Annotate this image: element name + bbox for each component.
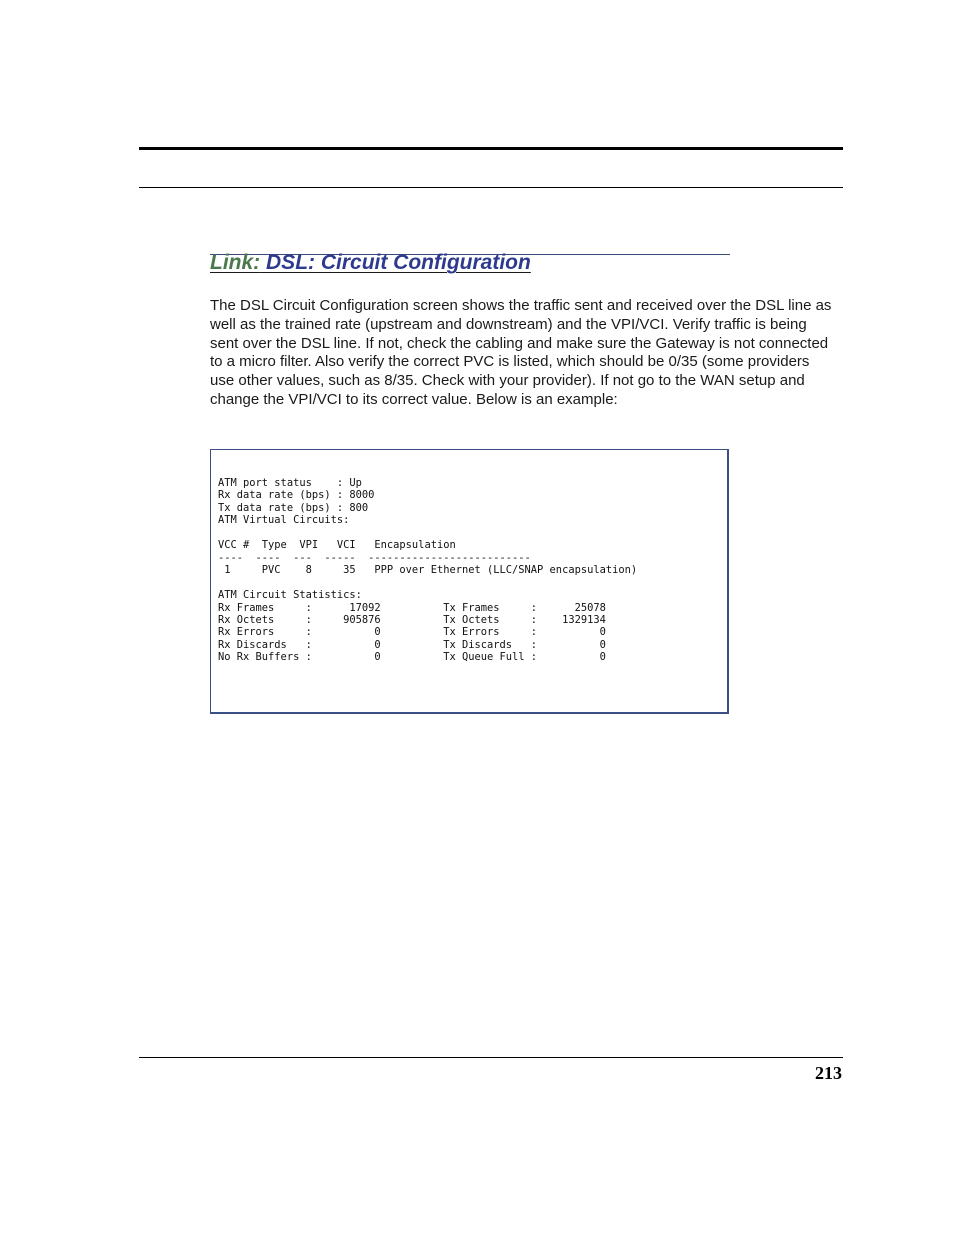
- body-paragraph: The DSL Circuit Configuration screen shows the traffic sent and received over the DSL line as well as the trained rate (upstream and downstream) and the VPI/VCI. Verify traffic is being sent over the DSL line. If not, check the cabling and make sure the Gateway is not connected to a micro filter. Also verify the correct PVC is listed, which should be 0/35 (some providers use other values, such as 8/35. Check with your provider). If not go to the WAN setup and change the VPI/VCI to its correct value. Below is an example:: [210, 297, 832, 408]
- footer-rule: [139, 1057, 843, 1058]
- page-number: 213: [815, 1063, 842, 1083]
- screen-output-box: [210, 449, 729, 714]
- header-rule-thick: [139, 147, 843, 150]
- heading-prefix: Link:: [210, 251, 261, 274]
- screen-output-text: ATM port status : Up Rx data rate (bps) : 8000 Tx data rate (bps) : 800 ATM Virtual Circuits: VCC # Type VPI VCI Encapsulation ---- ---- --- ----- -------------------------- 1 PVC 8 35 PPP over Ethernet (LLC/SNAP encapsulation) ATM Circuit Statistics: Rx Frames : 17092 Tx Frames : 25078 Rx Octets : 905876 Tx Octets : 1329134 Rx Errors : 0 Tx Errors : 0 Rx Discards : 0 Tx Discards : 0 No Rx Buffers : 0 Tx Queue Full : 0: [218, 477, 638, 664]
- section-heading: [210, 251, 531, 275]
- header-rule-thin: [139, 187, 843, 188]
- heading-title: DSL: Circuit Configuration: [266, 251, 531, 274]
